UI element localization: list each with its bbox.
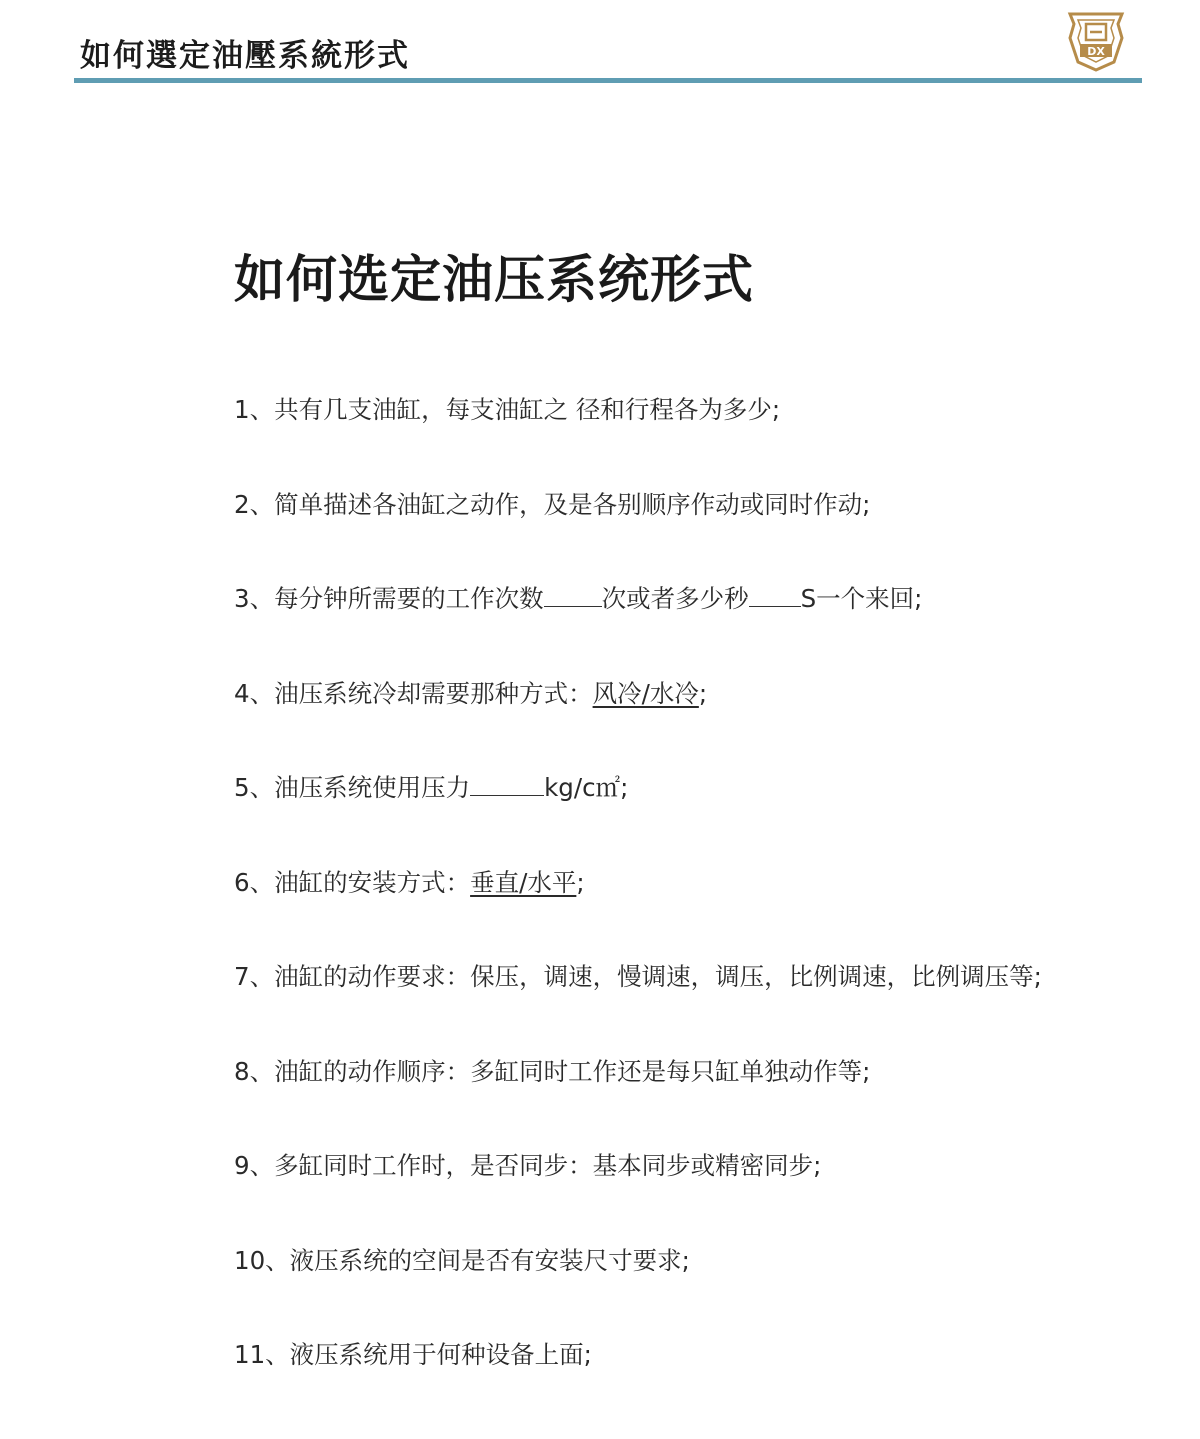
item-text: ; [620, 773, 629, 802]
company-logo [1064, 10, 1128, 74]
header-divider [74, 78, 1142, 83]
list-item [234, 1050, 1134, 1145]
cooling-options: 风冷/水冷 [592, 678, 699, 708]
item-text: ; [576, 867, 585, 897]
item-text: 3、每分钟所需要的工作次数 [234, 584, 544, 613]
item-text: 1、共有几支油缸，每支油缸之 径和行程各为多少; [234, 395, 781, 424]
list-item [234, 1333, 1134, 1428]
item-text: 2、简单描述各油缸之动作，及是各别顺序作动或同时作动; [234, 489, 871, 519]
requirements-list [234, 388, 1134, 1428]
item-text: 6、油缸的安装方式： [234, 867, 471, 897]
fill-blank-pressure [470, 769, 544, 796]
list-item [234, 388, 1134, 483]
list-item [234, 672, 1134, 767]
list-item [234, 861, 1134, 956]
list-item [234, 1144, 1134, 1239]
pressure-unit: kg/c㎡ [544, 773, 621, 802]
item-text: 7、油缸的动作要求：保压，调速，慢调速，调压，比例调速，比例调压等; [234, 962, 1042, 991]
item-text: 9、多缸同时工作时，是否同步：基本同步或精密同步; [234, 1151, 822, 1180]
item-text: S一个来回; [800, 584, 923, 613]
list-item [234, 577, 1134, 672]
fill-blank-seconds [749, 580, 801, 607]
item-text: ; [698, 678, 708, 708]
item-text: 次或者多少秒 [601, 584, 749, 613]
logo-text: DX [1087, 45, 1105, 58]
list-item [234, 955, 1134, 1050]
item-text: 8、油缸的动作顺序：多缸同时工作还是每只缸单独动作等; [234, 1056, 871, 1086]
item-text: 10、液压系统的空间是否有安装尺寸要求; [234, 1245, 690, 1275]
header-title: 如何選定油壓系統形式 [80, 38, 410, 74]
fill-blank-count [544, 580, 602, 607]
list-item [234, 766, 1134, 861]
mounting-options: 垂直/水平 [470, 867, 577, 897]
item-text: 5、油压系统使用压力 [234, 773, 471, 802]
item-text: 11、液压系统用于何种设备上面; [234, 1340, 592, 1369]
item-text: 4、油压系统冷却需要那种方式： [234, 678, 593, 708]
list-item [234, 1239, 1134, 1334]
list-item [234, 483, 1134, 578]
page-heading: 如何选定油压系统形式 [234, 250, 755, 310]
